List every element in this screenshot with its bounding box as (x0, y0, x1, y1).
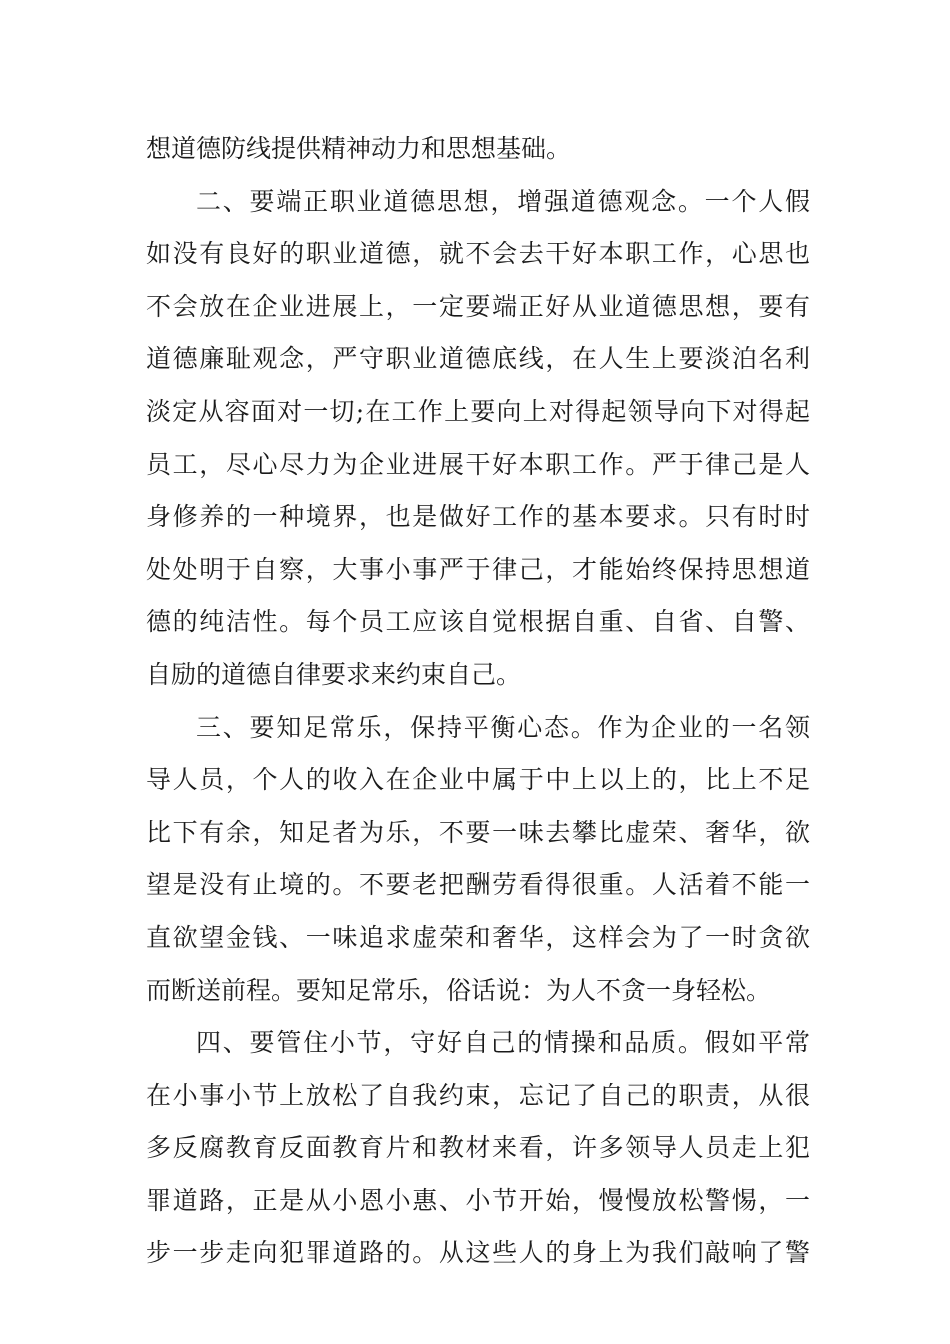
text-line: 导人员，个人的收入在企业中属于中上以上的，比上不足 (146, 765, 810, 795)
text-line: 而断送前程。要知足常乐，俗话说：为人不贪一身轻松。 (146, 975, 772, 1005)
text-line: 自励的道德自律要求来约束自己。 (146, 659, 522, 689)
text-line: 直欲望金钱、一味追求虚荣和奢华，这样会为了一时贪欲 (146, 922, 810, 952)
text-line: 员工，尽心尽力为企业进展干好本职工作。严于律己是人 (146, 449, 810, 479)
text-line: 不会放在企业进展上，一定要端正好从业道德思想，要有 (146, 291, 810, 321)
text-line: 多反腐教育反面教育片和教材来看，许多领导人员走上犯 (146, 1133, 810, 1163)
text-line: 想道德防线提供精神动力和思想基础。 (146, 134, 572, 163)
paragraph-3-first-line: 三、要知足常乐，保持平衡心态。作为企业的一名领 (196, 712, 810, 742)
text-line: 罪道路，正是从小恩小惠、小节开始，慢慢放松警惕，一 (146, 1185, 810, 1215)
text-line: 德的纯洁性。每个员工应该自觉根据自重、自省、自警、 (146, 607, 810, 637)
body-text (146, 123, 810, 1280)
paragraph-4-first-line: 四、要管住小节，守好自己的情操和品质。假如平常 (196, 1028, 810, 1058)
text-line: 身修养的一种境界，也是做好工作的基本要求。只有时时 (146, 502, 810, 532)
text-line: 望是没有止境的。不要老把酬劳看得很重。人活着不能一 (146, 870, 810, 900)
text-line: 步一步走向犯罪道路的。从这些人的身上为我们敲响了警 (146, 1238, 810, 1268)
text-line: 比下有余，知足者为乐，不要一味去攀比虚荣、奢华，欲 (146, 817, 810, 847)
paragraph-2-first-line: 二、要端正职业道德思想，增强道德观念。一个人假 (196, 186, 810, 216)
text-line: 道德廉耻观念，严守职业道德底线，在人生上要淡泊名利 (146, 344, 810, 374)
text-line: 在小事小节上放松了自我约束，忘记了自己的职责，从很 (146, 1080, 810, 1110)
text-line: 处处明于自察，大事小事严于律己，才能始终保持思想道 (146, 554, 810, 584)
text-line: 淡定从容面对一切;在工作上要向上对得起领导向下对得起 (146, 396, 810, 426)
text-line: 如没有良好的职业道德，就不会去干好本职工作，心思也 (146, 239, 810, 269)
